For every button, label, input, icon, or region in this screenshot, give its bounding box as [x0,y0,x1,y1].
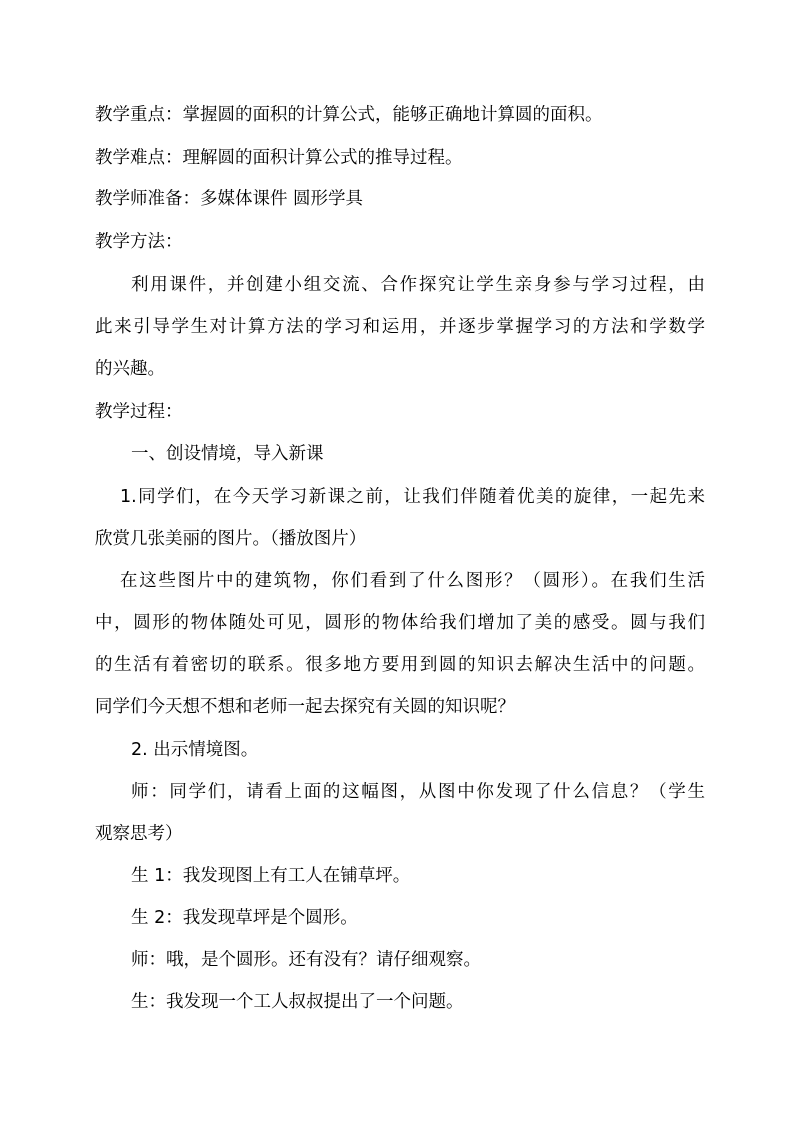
preparation-line: 教学师准备：多媒体课件 圆形学具 [95,189,364,209]
key-points-line: 教学重点：掌握圆的面积的计算公式，能够正确地计算圆的面积。 [95,105,603,125]
method-paragraph-line-2: 此来引导学生对计算方法的学习和运用，并逐步掌握学习的方法和学数学 [95,317,705,337]
observation-paragraph-line-3: 的生活有着密切的联系。很多地方要用到圆的知识去解决生活中的问题。 [95,655,705,675]
method-heading: 教学方法： [95,232,183,252]
observation-paragraph-line-2: 中，圆形的物体随处可见，圆形的物体给我们增加了美的感受。圆与我们 [95,613,705,633]
show-scene-line: 2. 出示情境图。 [131,740,259,760]
teacher-question-line-2: 观察思考） [95,824,183,844]
teacher-question-line-1: 师：同学们，请看上面的这幅图，从图中你发现了什么信息？（学生 [131,782,705,802]
method-paragraph-line-3: 的兴趣。 [95,359,165,379]
process-heading: 教学过程： [95,402,183,422]
teacher-response-line: 师：哦，是个圆形。还有没有？请仔细观察。 [131,950,481,970]
difficulty-line: 教学难点：理解圆的面积计算公式的推导过程。 [95,148,463,168]
observation-paragraph-line-1: 在这些图片中的建筑物，你们看到了什么图形？（圆形）。在我们生活 [120,571,705,591]
student-response-line: 生：我发现一个工人叔叔提出了一个问题。 [131,992,464,1012]
student-two-line: 生 2：我发现草坪是个圆形。 [131,908,358,928]
observation-paragraph-line-4: 同学们今天想不想和老师一起去探究有关圆的知识呢？ [95,697,515,717]
method-paragraph-line-1: 利用课件，并创建小组交流、合作探究让学生亲身参与学习过程，由 [131,275,705,295]
intro-paragraph-line-2: 欣赏几张美丽的图片。（播放图片） [95,529,367,549]
intro-paragraph-line-1: 1.同学们，在今天学习新课之前，让我们伴随着优美的旋律，一起先来 [120,487,705,507]
section-one-heading: 一、创设情境，导入新课 [131,444,324,464]
student-one-line: 生 1：我发现图上有工人在铺草坪。 [131,866,411,886]
